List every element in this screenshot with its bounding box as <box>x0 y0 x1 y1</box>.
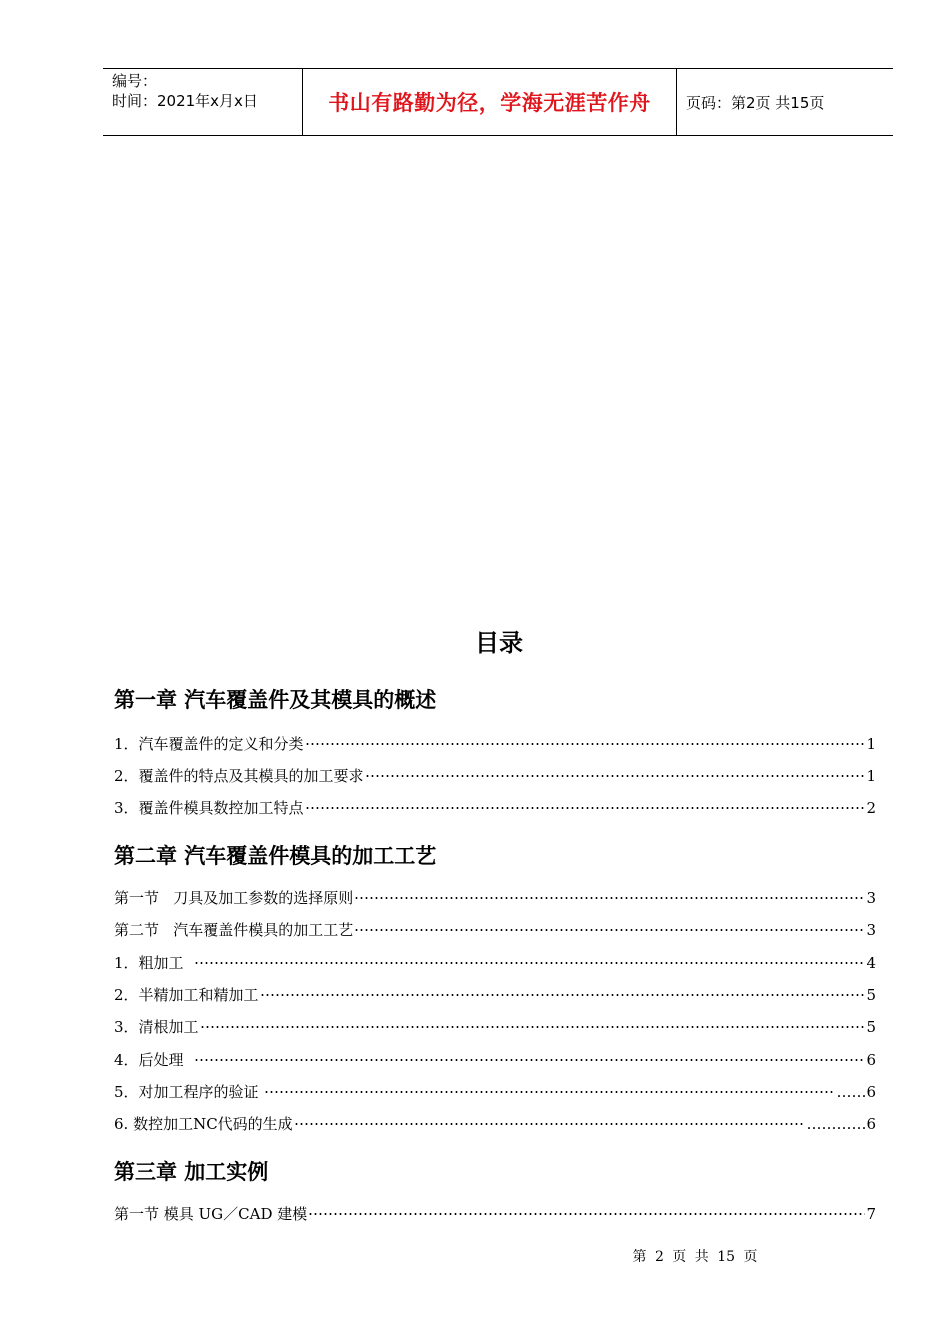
toc-entry[interactable] <box>114 765 876 787</box>
toc-entry[interactable] <box>114 1113 876 1135</box>
toc-entry-page: 5 <box>866 986 876 1004</box>
toc-entry-label: 3．覆盖件模具数控加工特点 <box>114 799 304 817</box>
toc-entry-page: 2 <box>866 799 876 817</box>
toc-title: 目录 <box>475 629 523 657</box>
dot-leader <box>194 1056 865 1064</box>
header-left-cell <box>103 69 303 135</box>
toc-entry-page: 1 <box>866 735 876 753</box>
chapter-heading: 第三章 加工实例 <box>114 1160 269 1184</box>
chapter-heading: 第一章 汽车覆盖件及其模具的概述 <box>114 688 437 712</box>
toc-entry-page: 7 <box>866 1205 876 1223</box>
dot-leader <box>200 1023 866 1031</box>
toc-entry-label: 5．对加工程序的验证 <box>114 1083 264 1101</box>
toc-entry-page: 5 <box>866 1018 876 1036</box>
toc-entry-page: 3 <box>866 889 876 907</box>
dot-leader <box>305 740 866 748</box>
header-page-code: 页码：第2页 共15页 <box>686 93 825 112</box>
dot-leader <box>354 926 865 934</box>
toc-entry[interactable] <box>114 952 876 974</box>
dot-leader <box>354 894 865 902</box>
toc-entry-label: 2．覆盖件的特点及其模具的加工要求 <box>114 767 364 785</box>
toc-entry[interactable] <box>114 1016 876 1038</box>
toc-entry[interactable] <box>114 1049 876 1071</box>
toc-entry-label: 第一节 刀具及加工参数的选择原则 <box>114 889 354 907</box>
toc-entry[interactable] <box>114 797 876 819</box>
toc-entry-label: 1．汽车覆盖件的定义和分类 <box>114 735 304 753</box>
toc-entry-label: 2．半精加工和精加工 <box>114 986 259 1004</box>
toc-entry-page: 6 <box>866 1051 876 1069</box>
toc-entry-page: ……6 <box>836 1083 876 1101</box>
toc-entry-page: …………6 <box>806 1115 876 1133</box>
toc-entry-label: 第二节 汽车覆盖件模具的加工工艺 <box>114 921 354 939</box>
page-footer: 第 2 页 共 15 页 <box>632 1249 758 1265</box>
toc-entry[interactable] <box>114 919 876 941</box>
toc-entry-page: 4 <box>866 954 876 972</box>
toc-entry[interactable] <box>114 733 876 755</box>
dot-leader <box>305 804 866 812</box>
toc-entry-label: 第一节 模具 UG／CAD 建模 <box>114 1205 308 1223</box>
toc-entry[interactable] <box>114 887 876 909</box>
toc-entry-label: 4．后处理 <box>114 1051 194 1069</box>
dot-leader <box>294 1120 806 1128</box>
toc-entry-label: 3．清根加工 <box>114 1018 199 1036</box>
number-label: 编号： <box>112 72 158 90</box>
toc-entry[interactable] <box>114 984 876 1006</box>
toc-entry-page: 1 <box>866 767 876 785</box>
toc-entry[interactable] <box>114 1081 876 1103</box>
toc-entry-label: 6. 数控加工NC代码的生成 <box>114 1115 293 1133</box>
dot-leader <box>194 959 865 967</box>
time-label: 时间：2021年x月x日 <box>112 92 258 110</box>
toc-entry-page: 3 <box>866 921 876 939</box>
dot-leader <box>365 772 866 780</box>
dot-leader <box>264 1088 835 1096</box>
toc-entry-label: 1．粗加工 <box>114 954 194 972</box>
page-header <box>103 68 893 136</box>
dot-leader <box>260 991 866 999</box>
toc-entry[interactable] <box>114 1203 876 1225</box>
dot-leader <box>308 1210 865 1218</box>
header-motto: 书山有路勤为径，学海无涯苦作舟 <box>303 69 677 135</box>
chapter-heading: 第二章 汽车覆盖件模具的加工工艺 <box>114 844 437 868</box>
